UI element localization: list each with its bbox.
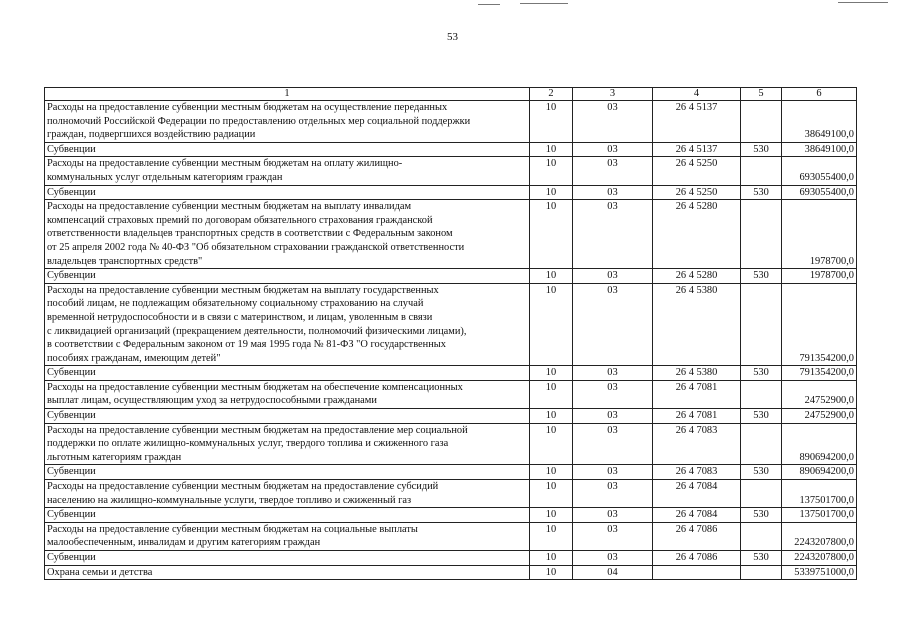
row-section: 10 bbox=[530, 366, 573, 381]
row-description: Субвенции bbox=[45, 551, 530, 566]
table-row bbox=[45, 157, 857, 185]
row-subsection: 03 bbox=[573, 283, 653, 366]
row-expense-type: 530 bbox=[741, 465, 782, 480]
row-subsection: 03 bbox=[573, 101, 653, 143]
row-description: Субвенции bbox=[45, 185, 530, 200]
row-amount: 137501700,0 bbox=[782, 508, 857, 523]
row-target-article: 26 4 7086 bbox=[653, 522, 741, 550]
table-row bbox=[45, 508, 857, 523]
scan-mark-top bbox=[520, 3, 568, 4]
row-subsection: 03 bbox=[573, 185, 653, 200]
row-amount: 38649100,0 bbox=[782, 101, 857, 143]
row-amount: 1978700,0 bbox=[782, 200, 857, 269]
row-amount: 2243207800,0 bbox=[782, 551, 857, 566]
row-description: Расходы на предоставление субвенции местным бюджетам на осуществление переданных полномочий Российской Федерации по предоставлению отдельных мер социальной поддержки граждан, подвергшихся воздействию радиации bbox=[45, 101, 530, 143]
budget-table bbox=[44, 87, 857, 580]
row-target-article: 26 4 5137 bbox=[653, 142, 741, 157]
table-row bbox=[45, 409, 857, 424]
row-description: Расходы на предоставление субвенции местным бюджетам на предоставление субсидий населению на жилищно-коммунальные услуги, твердое топливо и сжиженный газ bbox=[45, 480, 530, 508]
row-amount: 137501700,0 bbox=[782, 480, 857, 508]
row-amount: 890694200,0 bbox=[782, 465, 857, 480]
row-subsection: 03 bbox=[573, 380, 653, 408]
header-cell: 5 bbox=[741, 88, 782, 101]
row-subsection: 04 bbox=[573, 565, 653, 580]
table-row bbox=[45, 423, 857, 465]
row-target-article: 26 4 5380 bbox=[653, 283, 741, 366]
header-row bbox=[45, 88, 857, 101]
row-description: Субвенции bbox=[45, 409, 530, 424]
row-expense-type: 530 bbox=[741, 508, 782, 523]
row-description: Субвенции bbox=[45, 142, 530, 157]
row-description: Расходы на предоставление субвенции местным бюджетам на социальные выплаты малообеспеченным, инвалидам и другим категориям граждан bbox=[45, 522, 530, 550]
table-row bbox=[45, 142, 857, 157]
row-amount: 24752900,0 bbox=[782, 380, 857, 408]
row-expense-type: 530 bbox=[741, 269, 782, 284]
row-section: 10 bbox=[530, 565, 573, 580]
row-description: Субвенции bbox=[45, 465, 530, 480]
row-section: 10 bbox=[530, 423, 573, 465]
row-target-article bbox=[653, 565, 741, 580]
row-section: 10 bbox=[530, 409, 573, 424]
row-expense-type bbox=[741, 380, 782, 408]
row-section: 10 bbox=[530, 283, 573, 366]
row-subsection: 03 bbox=[573, 409, 653, 424]
row-section: 10 bbox=[530, 465, 573, 480]
row-expense-type bbox=[741, 480, 782, 508]
row-amount: 890694200,0 bbox=[782, 423, 857, 465]
row-target-article: 26 4 7084 bbox=[653, 508, 741, 523]
row-expense-type: 530 bbox=[741, 142, 782, 157]
row-expense-type bbox=[741, 565, 782, 580]
row-description: Расходы на предоставление субвенции местным бюджетам на выплату государственных пособий лицам, не подлежащим обязательному социальному страхованию на случай временной нетрудоспособности и в связи с материнством, и лицам, уволенным в связи с ликвидацией организаций (прекращением деятельности, полномочий физическими лицами), в соответствии с Федеральным законом от 19 мая 1995 года № 81-ФЗ "О государственных пособиях гражданам, имеющим детей" bbox=[45, 283, 530, 366]
header-cell: 2 bbox=[530, 88, 573, 101]
row-target-article: 26 4 5280 bbox=[653, 269, 741, 284]
row-subsection: 03 bbox=[573, 157, 653, 185]
table-row bbox=[45, 283, 857, 366]
row-expense-type: 530 bbox=[741, 409, 782, 424]
row-amount: 5339751000,0 bbox=[782, 565, 857, 580]
row-expense-type: 530 bbox=[741, 551, 782, 566]
row-description: Субвенции bbox=[45, 366, 530, 381]
row-expense-type bbox=[741, 101, 782, 143]
row-target-article: 26 4 7084 bbox=[653, 480, 741, 508]
row-amount: 693055400,0 bbox=[782, 185, 857, 200]
table-row bbox=[45, 522, 857, 550]
row-section: 10 bbox=[530, 551, 573, 566]
row-target-article: 26 4 7086 bbox=[653, 551, 741, 566]
row-description: Расходы на предоставление субвенции местным бюджетам на обеспечение компенсационных выплат лицам, осуществляющим уход за нетрудоспособными гражданами bbox=[45, 380, 530, 408]
header-cell: 4 bbox=[653, 88, 741, 101]
scan-mark-top bbox=[478, 4, 500, 5]
row-expense-type bbox=[741, 522, 782, 550]
row-subsection: 03 bbox=[573, 465, 653, 480]
row-target-article: 26 4 7083 bbox=[653, 423, 741, 465]
row-target-article: 26 4 5380 bbox=[653, 366, 741, 381]
row-section: 10 bbox=[530, 200, 573, 269]
row-target-article: 26 4 7083 bbox=[653, 465, 741, 480]
table-row bbox=[45, 200, 857, 269]
scan-mark-top bbox=[838, 2, 888, 3]
header-cell: 1 bbox=[45, 88, 530, 101]
row-section: 10 bbox=[530, 508, 573, 523]
row-description: Расходы на предоставление субвенции местным бюджетам на выплату инвалидам компенсаций страховых премий по договорам обязательного страхования гражданской ответственности владельцев транспортных средств в соответствии с Федеральным законом от 25 апреля 2002 года № 40-ФЗ "Об обязательном страховании гражданской ответственности владельцев транспортных средств" bbox=[45, 200, 530, 269]
row-section: 10 bbox=[530, 380, 573, 408]
row-description: Субвенции bbox=[45, 269, 530, 284]
row-subsection: 03 bbox=[573, 200, 653, 269]
row-subsection: 03 bbox=[573, 551, 653, 566]
row-subsection: 03 bbox=[573, 366, 653, 381]
row-amount: 693055400,0 bbox=[782, 157, 857, 185]
row-amount: 38649100,0 bbox=[782, 142, 857, 157]
row-target-article: 26 4 5250 bbox=[653, 157, 741, 185]
row-expense-type bbox=[741, 200, 782, 269]
row-section: 10 bbox=[530, 522, 573, 550]
row-section: 10 bbox=[530, 269, 573, 284]
table-row bbox=[45, 101, 857, 143]
row-amount: 791354200,0 bbox=[782, 366, 857, 381]
header-cell: 3 bbox=[573, 88, 653, 101]
row-section: 10 bbox=[530, 185, 573, 200]
row-section: 10 bbox=[530, 157, 573, 185]
table-row bbox=[45, 185, 857, 200]
table-row bbox=[45, 465, 857, 480]
row-section: 10 bbox=[530, 101, 573, 143]
row-subsection: 03 bbox=[573, 142, 653, 157]
row-subsection: 03 bbox=[573, 522, 653, 550]
row-expense-type: 530 bbox=[741, 185, 782, 200]
row-target-article: 26 4 5280 bbox=[653, 200, 741, 269]
table-row bbox=[45, 366, 857, 381]
row-subsection: 03 bbox=[573, 423, 653, 465]
table-row bbox=[45, 269, 857, 284]
row-description: Субвенции bbox=[45, 508, 530, 523]
row-expense-type bbox=[741, 423, 782, 465]
row-description: Расходы на предоставление субвенции местным бюджетам на предоставление мер социальной поддержки по оплате жилищно-коммунальных услуг, твердого топлива и сжиженного газа льготным категориям граждан bbox=[45, 423, 530, 465]
table-row bbox=[45, 551, 857, 566]
row-target-article: 26 4 7081 bbox=[653, 409, 741, 424]
page-number: 53 bbox=[447, 31, 458, 43]
row-section: 10 bbox=[530, 142, 573, 157]
row-subsection: 03 bbox=[573, 508, 653, 523]
header-cell: 6 bbox=[782, 88, 857, 101]
row-target-article: 26 4 5137 bbox=[653, 101, 741, 143]
row-subsection: 03 bbox=[573, 480, 653, 508]
table-row bbox=[45, 480, 857, 508]
table-row bbox=[45, 565, 857, 580]
row-description: Расходы на предоставление субвенции местным бюджетам на оплату жилищно- коммунальных услуг отдельным категориям граждан bbox=[45, 157, 530, 185]
table-row bbox=[45, 380, 857, 408]
row-target-article: 26 4 5250 bbox=[653, 185, 741, 200]
row-target-article: 26 4 7081 bbox=[653, 380, 741, 408]
row-description: Охрана семьи и детства bbox=[45, 565, 530, 580]
row-amount: 2243207800,0 bbox=[782, 522, 857, 550]
row-expense-type: 530 bbox=[741, 366, 782, 381]
row-subsection: 03 bbox=[573, 269, 653, 284]
row-amount: 1978700,0 bbox=[782, 269, 857, 284]
row-expense-type bbox=[741, 157, 782, 185]
row-amount: 24752900,0 bbox=[782, 409, 857, 424]
row-expense-type bbox=[741, 283, 782, 366]
row-section: 10 bbox=[530, 480, 573, 508]
row-amount: 791354200,0 bbox=[782, 283, 857, 366]
